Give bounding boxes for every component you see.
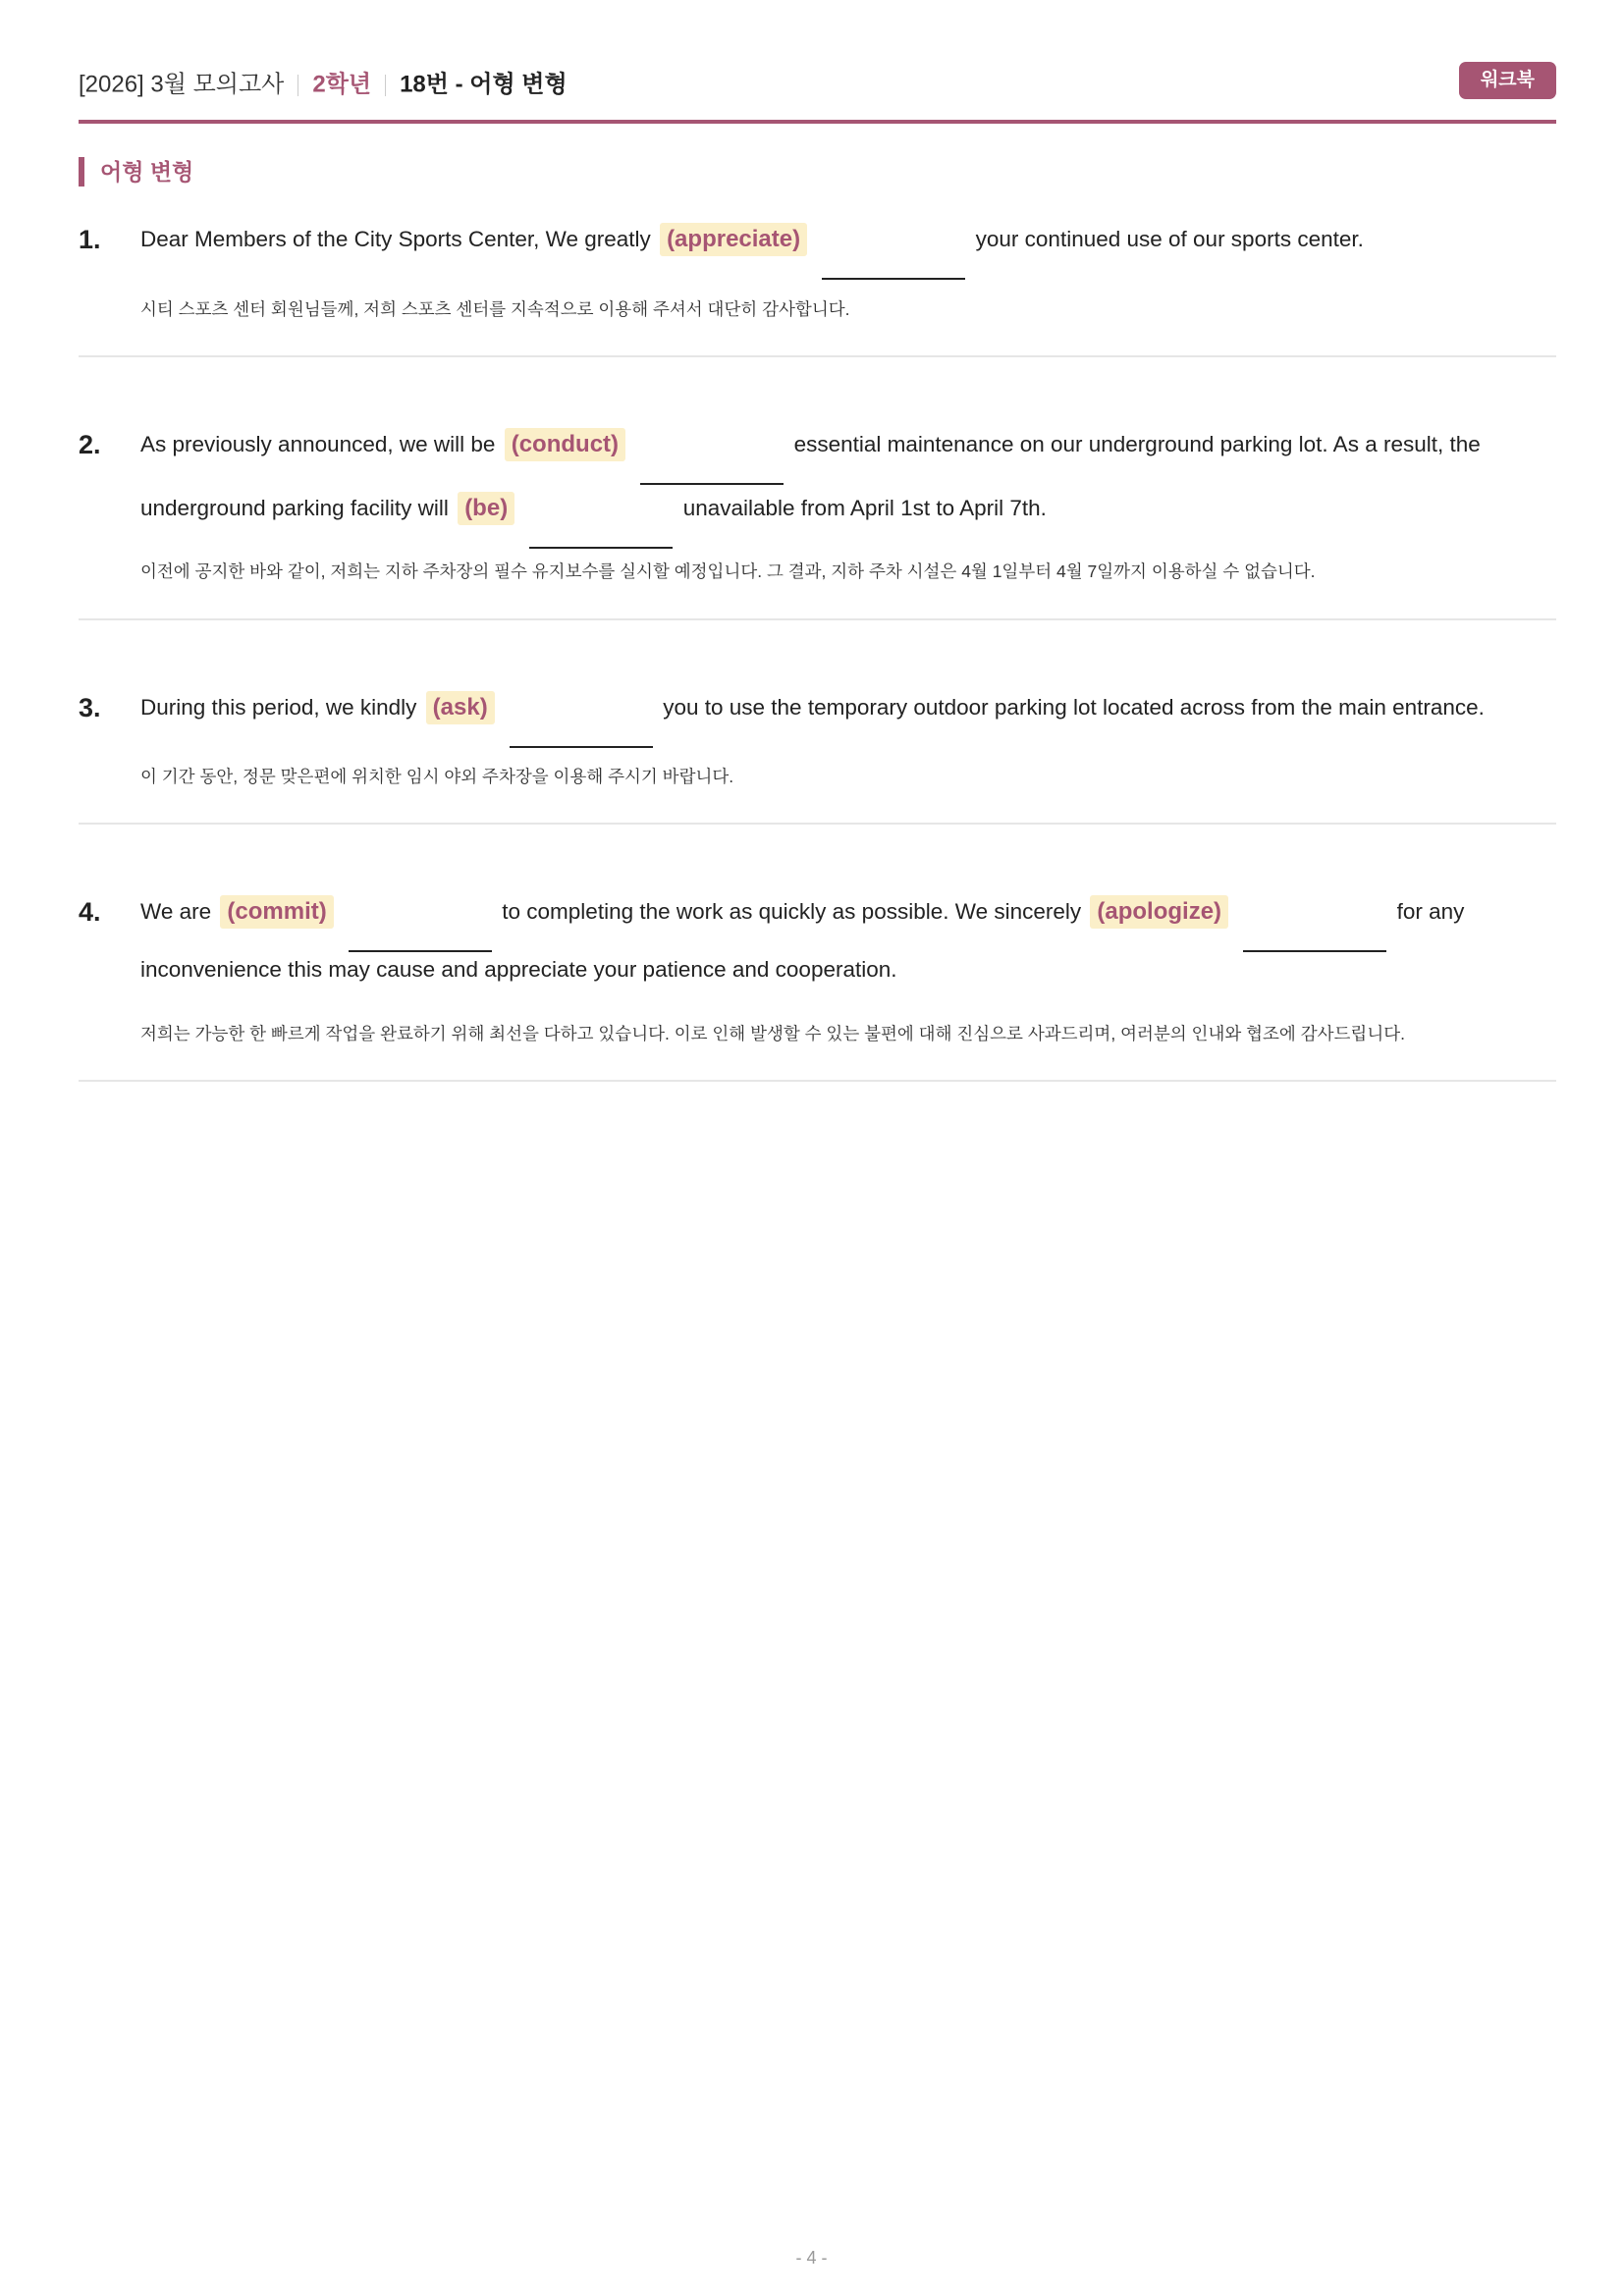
sentence-text: underground parking facility will bbox=[140, 496, 449, 520]
sentence-text: essential maintenance on our underground parking lot. As a result, the bbox=[793, 432, 1481, 456]
word-hint: (ask) bbox=[426, 691, 495, 724]
sentence-text: to completing the work as quickly as possible. We sincerely bbox=[502, 899, 1082, 924]
question-line bbox=[140, 893, 1464, 931]
question-line bbox=[140, 956, 897, 983]
question-line bbox=[140, 689, 1485, 726]
page-number: - 4 - bbox=[795, 2248, 828, 2268]
korean-translation: 이 기간 동안, 정문 맞은편에 위치한 임시 야외 주차장을 이용해 주시기 바랍니다. bbox=[140, 767, 734, 786]
sentence-text: you to use the temporary outdoor parking lot located across from the main entrance. bbox=[663, 695, 1485, 720]
sentence-text: unavailable from April 1st to April 7th. bbox=[682, 496, 1047, 520]
word-hint: (apologize) bbox=[1090, 895, 1228, 929]
question-number: 3. bbox=[79, 693, 101, 722]
sentence-text: for any bbox=[1396, 899, 1465, 924]
korean-translation: 저희는 가능한 한 빠르게 작업을 완료하기 위해 최선을 다하고 있습니다. 이로 인해 발생할 수 있는 불편에 대해 진심으로 사과드리며, 여러분의 인내와 협조에 감사드립니다. bbox=[140, 1024, 1405, 1043]
sentence-text: Dear Members of the City Sports Center, We greatly bbox=[140, 227, 651, 251]
page-header bbox=[79, 61, 1556, 124]
word-hint: (commit) bbox=[220, 895, 333, 929]
workbook-badge: 워크북 bbox=[1459, 62, 1556, 99]
answer-blank[interactable] bbox=[349, 915, 492, 952]
breadcrumb-divider bbox=[385, 75, 386, 96]
question-number: 4. bbox=[79, 897, 101, 927]
question-item-4 bbox=[79, 823, 1556, 1082]
sentence-text: During this period, we kindly bbox=[140, 695, 417, 720]
korean-translation: 시티 스포츠 센터 회원님들께, 저희 스포츠 센터를 지속적으로 이용해 주셔서 대단히 감사합니다. bbox=[140, 299, 850, 319]
question-line bbox=[140, 490, 1047, 527]
sentence-text: your continued use of our sports center. bbox=[975, 227, 1364, 251]
question-item-2 bbox=[79, 355, 1556, 620]
section-title: 어형 변형 bbox=[79, 157, 193, 187]
breadcrumb bbox=[79, 69, 568, 101]
worksheet-title: 18번 - 어형 변형 bbox=[400, 71, 568, 98]
answer-blank[interactable] bbox=[640, 448, 784, 485]
korean-translation: 이전에 공지한 바와 같이, 저희는 지하 주차장의 필수 유지보수를 실시할 예정입니다. 그 결과, 지하 주차 시설은 4월 1일부터 4월 7일까지 이용하실 수 없습니다. bbox=[140, 561, 1316, 581]
sentence-text: We are bbox=[140, 899, 212, 924]
question-line bbox=[140, 221, 1364, 258]
question-number: 2. bbox=[79, 430, 101, 459]
question-line bbox=[140, 426, 1481, 463]
word-hint: (appreciate) bbox=[660, 223, 807, 256]
sentence-text: inconvenience this may cause and appreciate your patience and cooperation. bbox=[140, 957, 897, 983]
answer-blank[interactable] bbox=[1243, 915, 1386, 952]
answer-blank[interactable] bbox=[822, 242, 965, 280]
answer-blank[interactable] bbox=[510, 711, 653, 748]
question-item-1 bbox=[79, 211, 1556, 357]
grade-label: 2학년 bbox=[312, 71, 372, 98]
answer-blank[interactable] bbox=[529, 511, 673, 549]
question-item-3 bbox=[79, 618, 1556, 825]
word-hint: (conduct) bbox=[505, 428, 625, 461]
exam-label: [2026] 3월 모의고사 bbox=[79, 71, 285, 98]
sentence-text: As previously announced, we will be bbox=[140, 432, 496, 456]
word-hint: (be) bbox=[458, 492, 514, 525]
question-number: 1. bbox=[79, 225, 101, 254]
